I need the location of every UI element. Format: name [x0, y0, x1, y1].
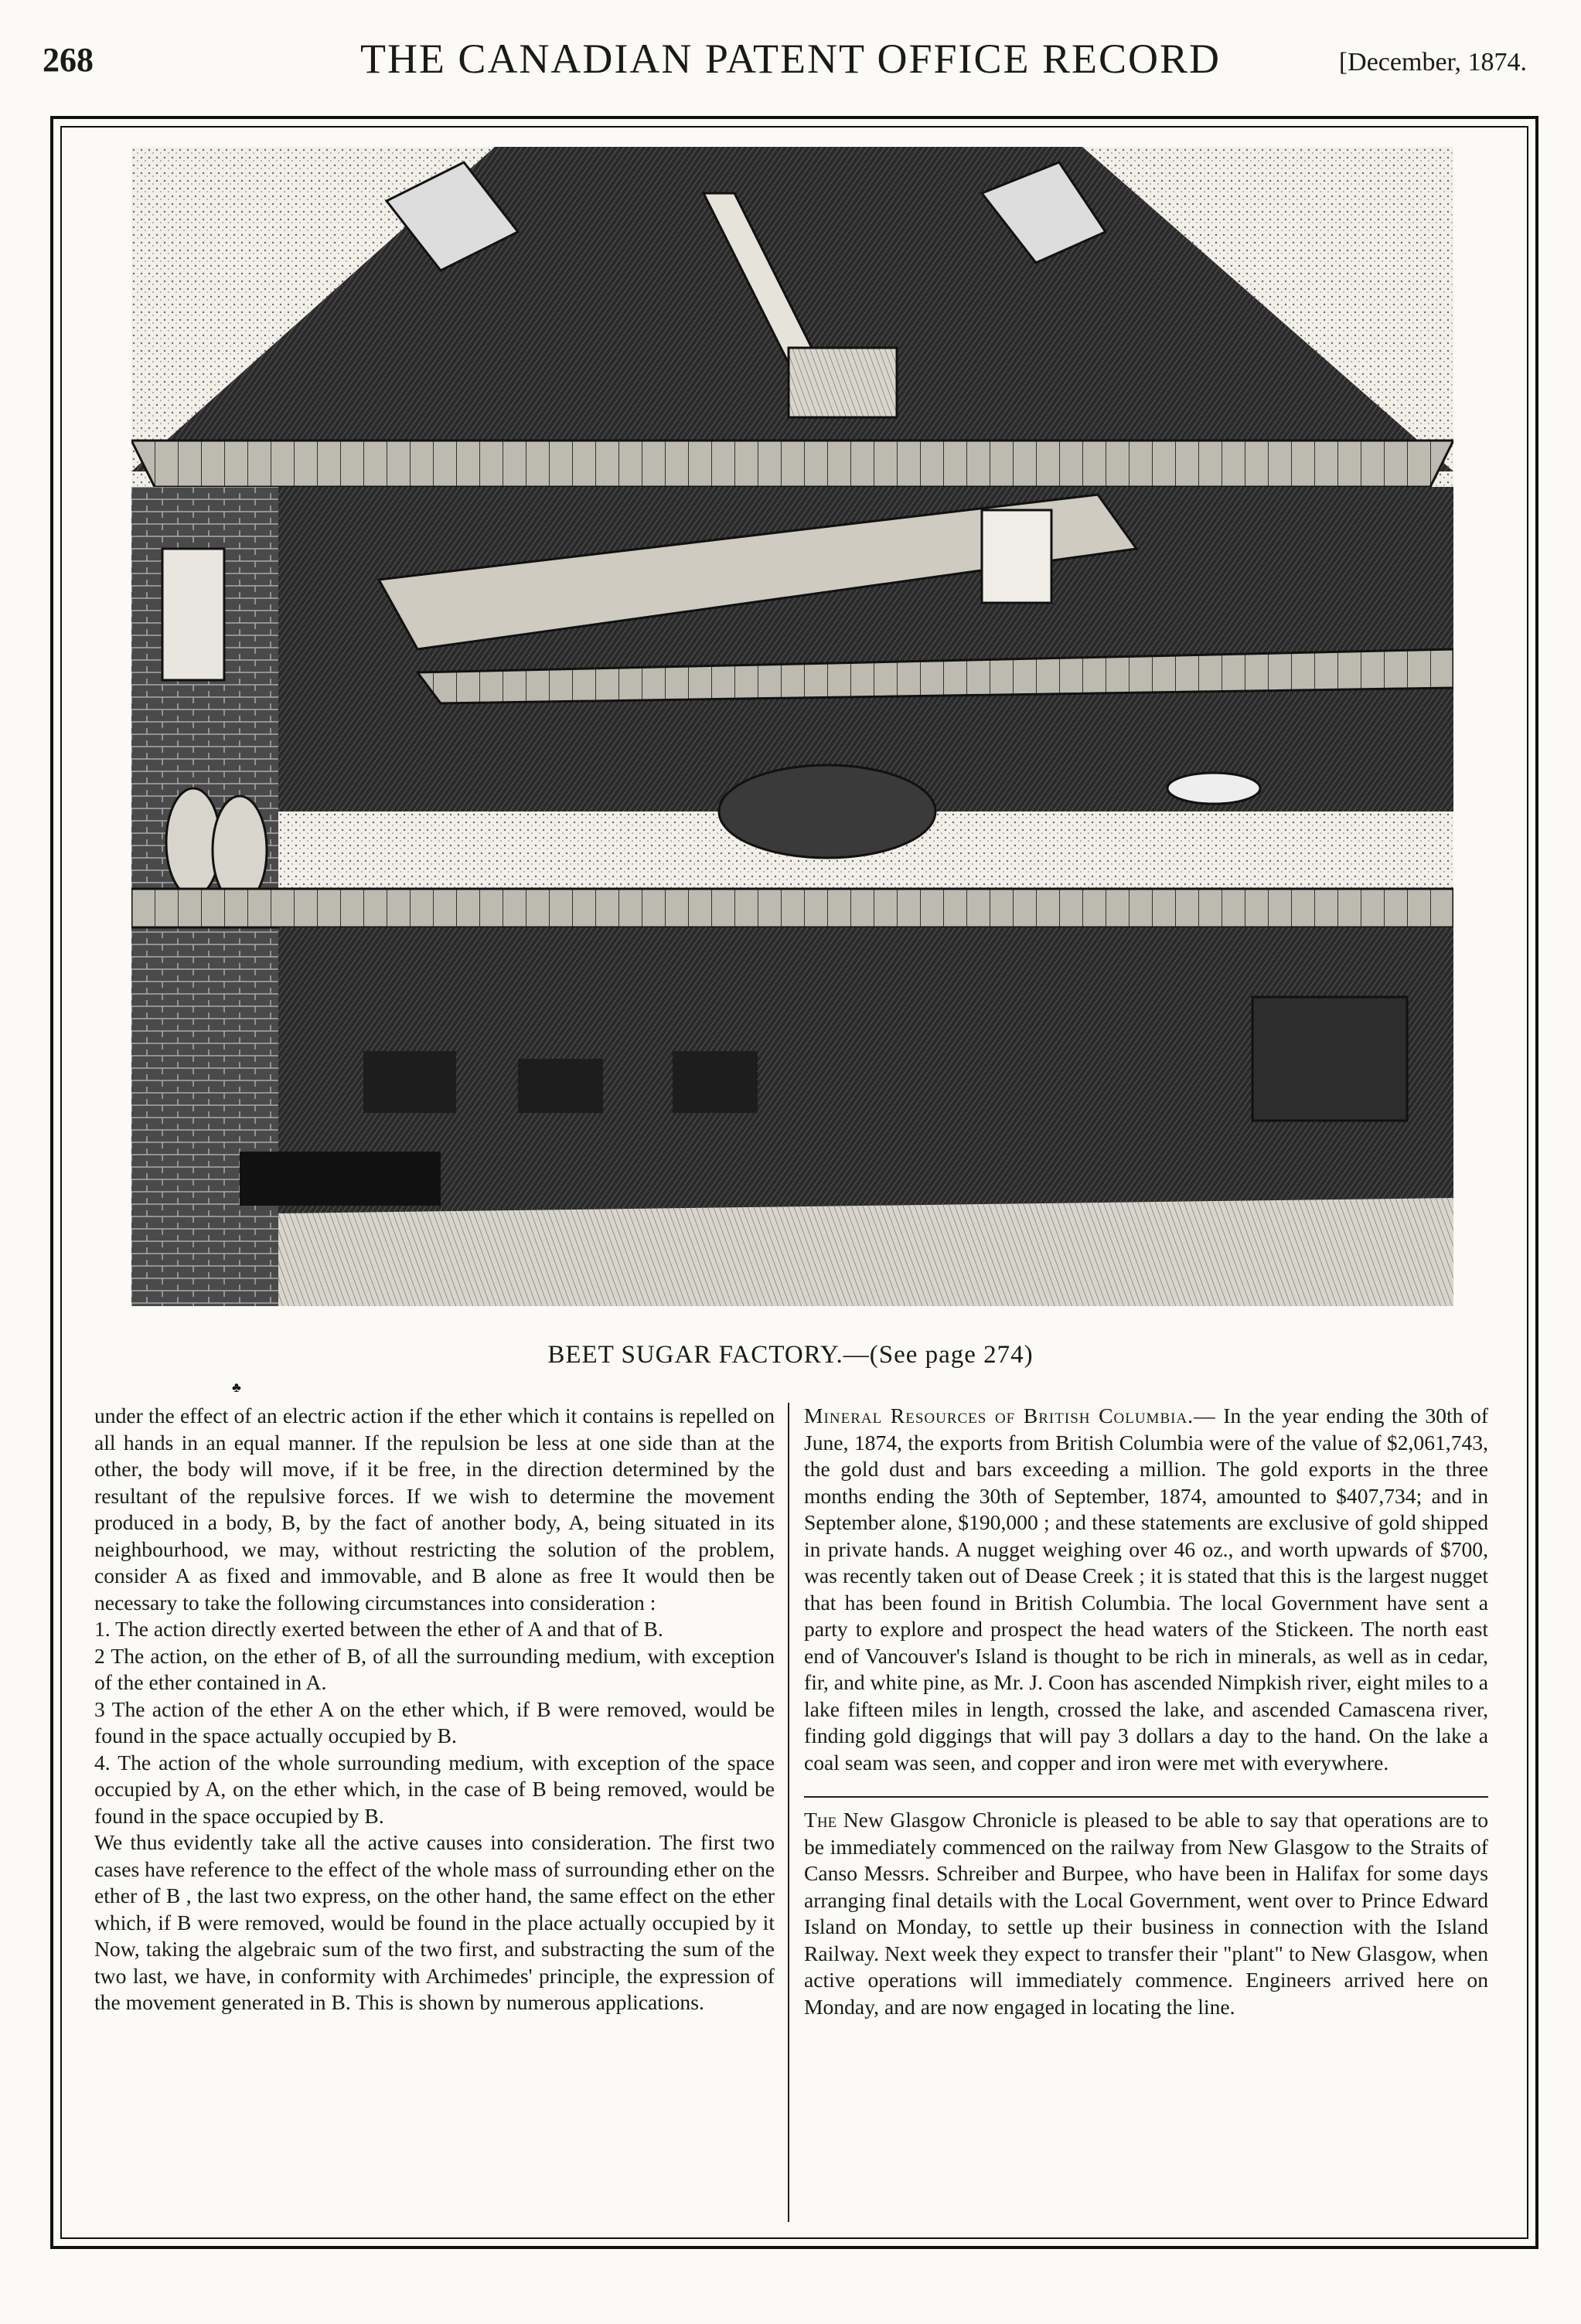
- right-column: [804, 1403, 1488, 2020]
- list-item: 4. The action of the whole surrounding medium, with exception of the space occupied by A, on the ether which, in the case of B being removed, would be found in the space occupied by B.: [94, 1750, 775, 1828]
- body-paragraph: under the effect of an electric action if the ether which it contains is repelled on all hands in an equal manner. If the repulsion be less at one side than at the other, the body will move, if it be free, in the direction determined by the resultant of the repulsive forces. If we wish to determine the movement produced in a body, B, by the fact of another body, A, being situated in its neighbourhood, we may, without restricting the solution of the problem, consider A as fixed and immovable, and B alone as free It would then be necessary to take the following circumstances into consideration :: [94, 1404, 775, 1615]
- article-heading: Mineral Resources of British Columbia.—: [804, 1404, 1216, 1427]
- journal-title: THE CANADIAN PATENT OFFICE RECORD: [359, 36, 1222, 82]
- article-body: New Glasgow Chronicle is pleased to be able to say that operations are to be immediately commenced on the railway from New Glasgow to the Straits of Canso Messrs. Schreiber and Burpee, who have been in Halifax for some days arranging final details with the Local Government, went over to Prince Edward Island on Monday, to settle up their business in connection with the Island Railway. Next week they expect to transfer their "plant" to New Glasgow, when active operations will immediately commence. Engineers arrived here on Monday, and are now engaged in locating the line.: [804, 1808, 1488, 2019]
- article-mineral-resources: [804, 1403, 1488, 1776]
- list-item: 2 The action, on the ether of B, of all the surrounding medium, with exception of the ether contained in A.: [94, 1643, 775, 1694]
- article-separator: [804, 1796, 1488, 1798]
- left-column: [94, 1403, 775, 2016]
- column-divider: [788, 1403, 789, 2222]
- article-lead-word: The: [804, 1808, 837, 1832]
- list-item: 1. The action directly exerted between the ether of A and that of B.: [94, 1617, 663, 1641]
- article-new-glasgow: [804, 1807, 1488, 2020]
- ornament-mark: ♣: [232, 1380, 241, 1395]
- page-number: 268: [43, 41, 94, 79]
- body-paragraph: We thus evidently take all the active causes into consideration. The first two cases have reference to the effect of the whole mass of surrounding ether on the ether of B , the last two express, on the other hand, the same effect on the ether which, if B were removed, would be found in the place actually occupied by it Now, taking the algebraic sum of the two first, and substracting the sum of the two last, we have, in conformity with Archimedes' principle, the expression of the movement generated in B. This is shown by numerous applications.: [94, 1830, 775, 2014]
- issue-date: [December, 1874.: [1338, 48, 1527, 77]
- figure-caption: BEET SUGAR FACTORY.—(See page 274): [547, 1341, 1034, 1369]
- running-head: [0, 0, 1581, 108]
- article-body: In the year ending the 30th of June, 1874, the exports from British Columbia were of the value of $2,061,743, the gold dust and bars exceeding a million. The gold exports in the three months ending the 30th of September, 1874, amounted to $407,734; and in September alone, $190,000 ; and these statements are exclusive of gold shipped in private hands. A nugget weighing over 46 oz., and worth upwards of $700, was recently taken out of Dease Creek ; it is stated that this is the largest nugget that has been found in British Columbia. The local Government have sent a party to explore and prospect the head waters of the Stickeen. The north east end of Vancouver's Island is thought to be rich in minerals, as well as in cedar, fir, and white pine, as Mr. J. Coon has ascended Nimpkish river, eight miles to a lake fifteen miles in length, crossed the lake, and ascended Camascena river, finding gold diggings that will pay 3 dollars a day to the hand. On the lake a coal seam was seen, and copper and iron were met with everywhere.: [804, 1404, 1489, 1774]
- list-item: 3 The action of the ether A on the ether which, if B were removed, would be found in the space actually occupied by B.: [94, 1696, 775, 1747]
- beet-sugar-factory-engraving: [131, 147, 1453, 1306]
